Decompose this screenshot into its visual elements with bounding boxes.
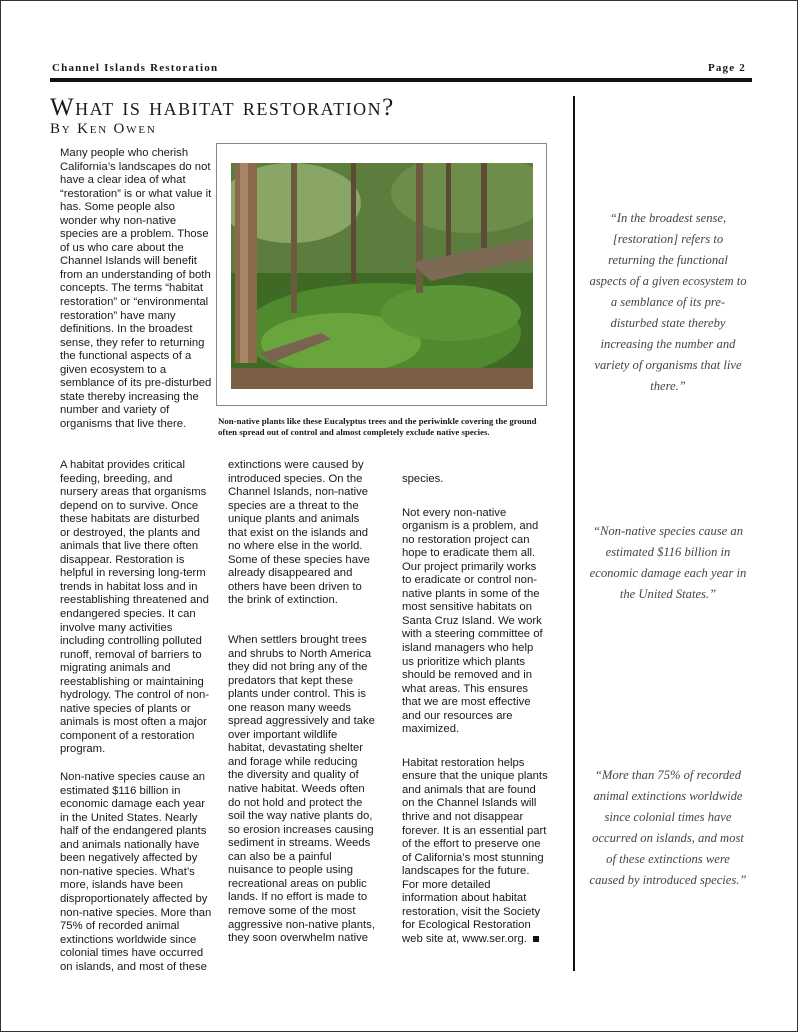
header-rule [50,78,752,82]
photo-caption: Non-native plants like these Eucalyptus trees and the periwinkle covering the ground often spread out of control and almost completely exclude native species. [218,416,537,437]
intro-column [60,147,212,445]
paragraph: Not every non-native organism is a problem, and no restoration project can hope to eradicate them all. Our project primarily works to eradicate or control non-native plants in some of the most sensitive habitats on Santa Cruz Island. We work with a steering committee of island managers who help us prioritize which plants should be removed and in what areas. This ensures that we are most effective and our resources are maximized. [402,506,543,736]
pull-quote-1: “In the broadest sense, [restoration] refers to returning the functional aspects of a given ecosystem to a semblance of its pre-disturbed state thereby increasing the number and variety of organisms that live there.” [589,211,747,393]
pull-quote-3: “More than 75% of recorded animal extinctions worldwide since colonial times have occurred on islands, and most of these extinctions were caused by introduced species.” [589,768,747,887]
paragraph: A habitat provides critical feeding, breeding, and nursery areas that organisms depend on to survive. Once these habitats are disturbed or destroyed, the plants and animals that live there often disappear. Restoration is helpful in reversing long-term trends in habitat loss and in reestablishing threatened and endangered species. It can involve many activities including controlling polluted runoff, removal of barriers to migrating animals and reestablishing or maintaining hydrology. The control of non-native species of plants or animals is most often a major component of a restoration program. [60,459,210,756]
article-title: What is habitat restoration? [50,94,395,121]
closing-paragraph-text: Habitat restoration helps ensure that the unique plants and animals that are found on the Channel Islands will thrive and not disappear forever. It is an essential part of the effort to preserve one of California’s most stunning landscapes for the future. For more detailed information about habitat restoration, visit the Society for Ecological Restoration web site at, www.ser.org. [402,756,548,945]
end-of-article-mark [533,936,539,942]
forest-photo [231,163,533,389]
body-column-2 [228,459,376,960]
page-number: Page 2 [707,62,746,74]
pull-quote-2: “Non-native species cause an estimated $116 billion in economic damage each year in the United States.” [589,524,747,601]
body-column-3 [402,473,548,961]
paragraph: When settlers brought trees and shrubs to North America they did not bring any of the predators that kept these plants under control. This is one reason many weeds spread aggressively and take over important wildlife habitat, devastating shelter and forage while reducing the diversity and quality of native habitat. Weeds often do not hold and protect the soil the way native plants do, so erosion increases causing sediment in streams. Weeds can also be a painful nuisance to people using recreational areas on public lands. If no effort is made to remove some of the most aggressive non-native plants, they soon overwhelm native [228,634,375,945]
byline: By Ken Owen [50,121,157,137]
paragraph: Non-native species cause an estimated $116 billion in economic damage each year in the United States. Nearly half of the endangered plants and animals nationally have been negatively affected by non-native species. What’s more, islands have been disproportionately affected by non-native species. More than 75% of recorded animal extinctions worldwide since colonial times have occurred on islands, and most of these [60,771,212,973]
paragraph [402,757,548,947]
intro-paragraph: Many people who cherish California’s landscapes do not have a clear idea of what “restoration” is or what value it has. Some people also wonder why non-native species are a problem. Those of us who care about the Channel Islands will benefit from an understanding of both concepts. The terms “habitat restoration” or “environmental restoration” have many definitions. In the broadest sense, they refer to returning the functional aspects of a given ecosystem to a semblance of its pre-disturbed state thereby increasing the number and variety of organisms that live there. [60,147,212,430]
paragraph: extinctions were caused by introduced species. On the Channel Islands, non-native species are a threat to the unique plants and animals that exist on the islands and no where else in the world. Some of these species have already disappeared and others have been driven to the brink of extinction. [228,459,370,607]
photo-frame [216,143,547,406]
publication-name: Channel Islands Restoration [52,62,219,74]
body-column-1 [60,459,212,988]
paragraph: species. [402,473,444,485]
sidebar-divider [573,96,575,971]
